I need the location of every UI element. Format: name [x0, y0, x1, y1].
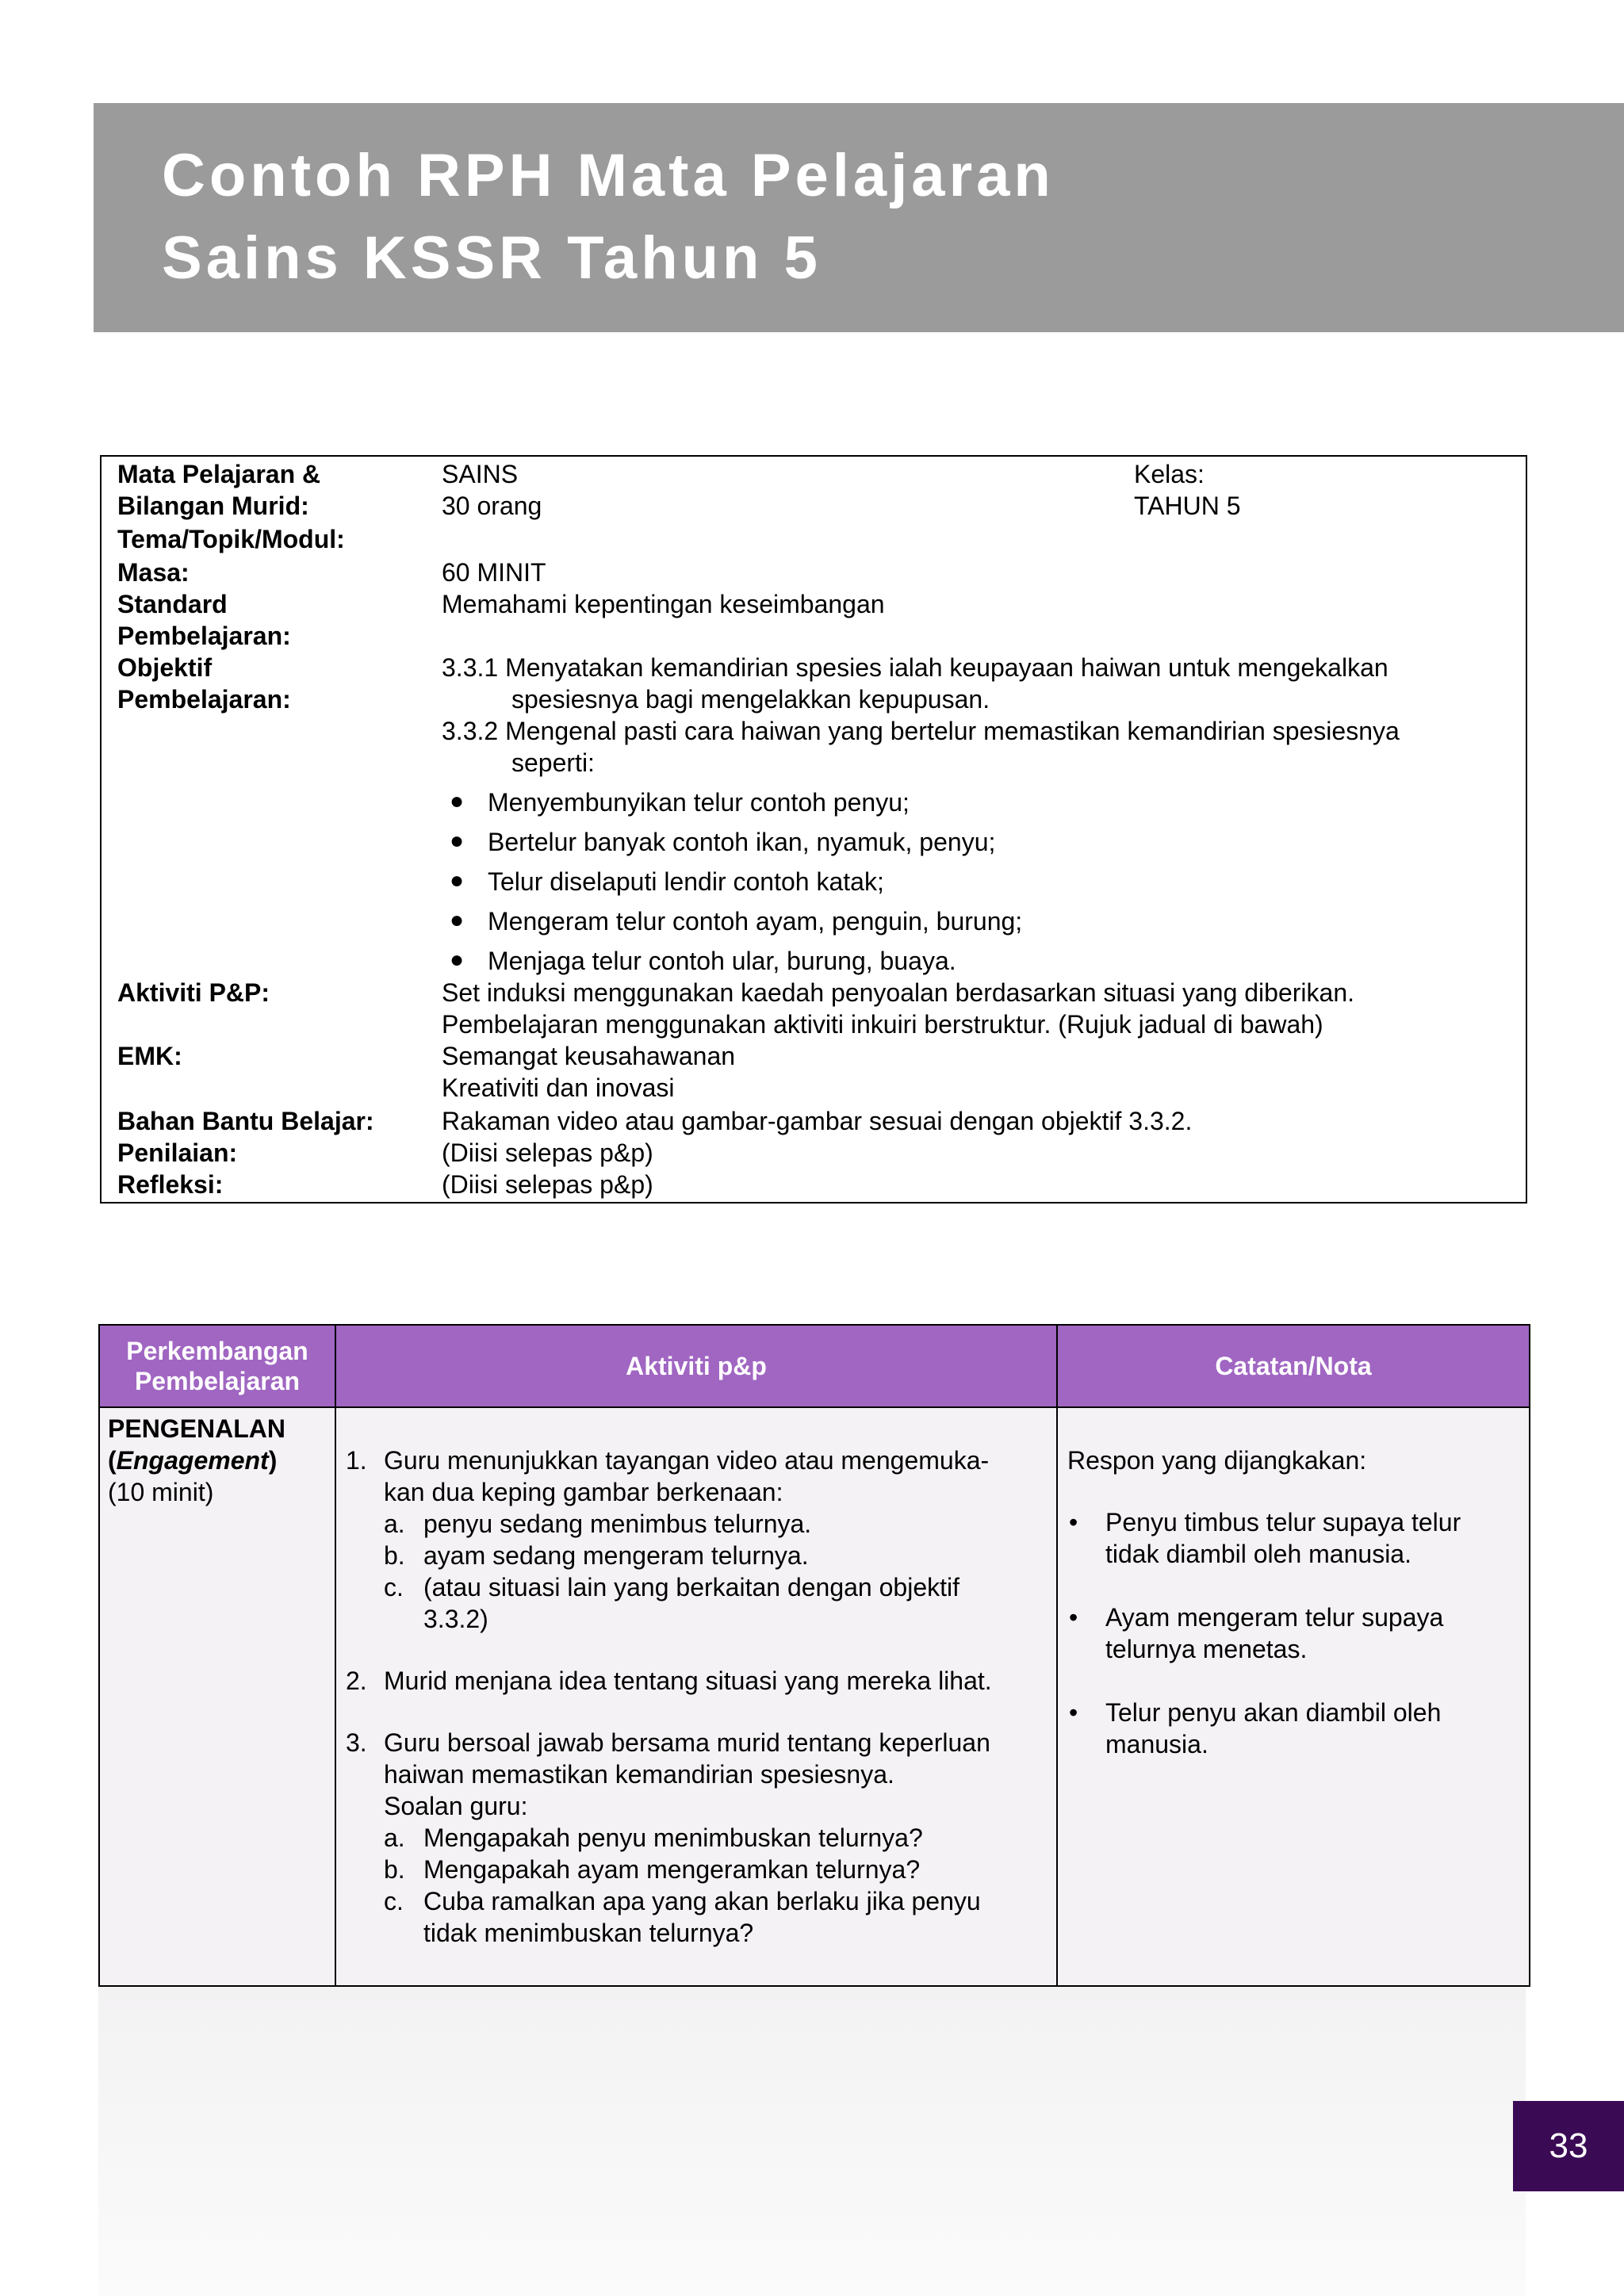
bullet-icon: ● — [450, 788, 465, 814]
list-item: 3. Guru bersoal jawab bersama murid tentang keperluan — [346, 1728, 990, 1757]
bullet-icon: • — [1069, 1698, 1078, 1727]
stage-subtitle: (Engagement) — [108, 1446, 278, 1475]
stage-cell — [100, 1406, 335, 1985]
objective-label-2: Pembelajaran: — [117, 685, 291, 714]
standard-label-2: Pembelajaran: — [117, 622, 291, 650]
reflection-label: Refleksi: — [117, 1170, 224, 1199]
objective-332-line-2: seperti: — [511, 748, 595, 777]
standard-value: Memahami kepentingan keseimbangan — [442, 590, 885, 618]
list-item: 2. Murid menjana idea tentang situasi yang mereka lihat. — [346, 1667, 992, 1695]
class-value: TAHUN 5 — [1134, 492, 1241, 520]
header-activities: Aktiviti p&p — [336, 1326, 1056, 1406]
activity-table — [98, 1324, 1530, 1987]
list-item: • Penyu timbus telur supaya telur — [1069, 1508, 1461, 1536]
time-value: 60 MINIT — [442, 558, 546, 587]
lesson-info-table: Mata Pelajaran & SAINS Kelas: Bilangan Murid: 30 orang TAHUN 5 Tema/Topik/Modul: Masa: 60 MINIT Standard Memahami kepentingan keseimbangan Pembelajaran: Objektif Pembelajaran: 3.3.1 Menyatakan kemandirian spesies ialah keupayaan haiwan untuk mengekalkan spesiesnya bagi mengelakkan kepupusan. 3.3.2 Mengenal pasti cara haiwan yang bertelur memastikan kemandirian spesiesnya seperti: ● Menyembunyikan telur contoh penyu; ● Bertelur banyak contoh ikan, nyamuk, penyu; ● Telur diselaputi lendir contoh katak; ● Mengeram telur contoh ayam, penguin, burung; ● Menjaga telur contoh ular, burung, buaya. Aktiviti P&P: Set induksi menggunakan kaedah penyoalan berdasarkan situasi yang diberikan. Pembelajaran menggunakan aktiviti inkuiri berstruktur. (Rujuk jadual di bawah) EMK: Semangat keusahawanan Kreativiti dan inovasi Bahan Bantu Belajar: Rakaman video atau gambar-gambar sesuai dengan objektif 3.3.2. Penilaian: (Diisi selepas p&p) Refleksi: (Diisi selepas p&p) — [100, 455, 1527, 1203]
title-banner — [94, 103, 1624, 332]
activity-steps: 1. Guru menunjukkan tayangan video atau mengemuka- kan dua keping gambar berkenaan: a. penyu sedang menimbus telurnya. b. ayam sedang mengeram telurnya. c. (atau situasi lain yang berkaitan dengan objektif 3.3.2) 2. Murid menjana idea tentang situasi yang mereka lihat. 3. Guru bersoal jawab bersama murid tentang keperluan haiwan memastikan kemandirian spesiesnya. Soalan guru: a. Mengapakah penyu menimbuskan telurnya? b. Mengapakah ayam mengeramkan telurnya? c. Cuba ramalkan apa yang akan berlaku jika penyu tidak menimbuskan telurnya? — [346, 1446, 992, 1947]
pupils-value: 30 orang — [442, 492, 542, 520]
reflection-value: (Diisi selepas p&p) — [442, 1170, 653, 1199]
list-item: c. Cuba ramalkan apa yang akan berlaku jika penyu — [384, 1887, 981, 1915]
notes-intro: Respon yang dijangkakan: — [1067, 1446, 1367, 1475]
materials-label: Bahan Bantu Belajar: — [117, 1107, 374, 1135]
header-learning-development: Perkembangan Pembelajaran — [100, 1326, 335, 1406]
title-line-1: Contoh RPH Mata Pelajaran — [162, 142, 1055, 209]
list-item: b. Mengapakah ayam mengeramkan telurnya? — [384, 1855, 921, 1884]
time-label: Masa: — [117, 558, 190, 587]
bullet-icon: ● — [450, 828, 465, 854]
header-divider — [100, 1406, 1529, 1408]
bullet-icon: ● — [450, 907, 465, 933]
subject-value: SAINS — [442, 460, 519, 488]
objective-label: Objektif — [117, 653, 213, 682]
assessment-value: (Diisi selepas p&p) — [442, 1138, 653, 1167]
stage-duration: (10 minit) — [108, 1478, 214, 1506]
notes-cell — [1058, 1406, 1529, 1985]
assessment-label: Penilaian: — [117, 1138, 238, 1167]
expected-responses: Respon yang dijangkakan: • Penyu timbus telur supaya telur tidak diambil oleh manusia. • Ayam mengeram telur supaya telurnya menetas. • Telur penyu akan diambil oleh manusia. — [1067, 1446, 1461, 1758]
bullet-icon: • — [1069, 1508, 1078, 1536]
materials-value: Rakaman video atau gambar-gambar sesuai dengan objektif 3.3.2. — [442, 1107, 1193, 1135]
theme-label: Tema/Topik/Modul: — [117, 525, 345, 553]
class-label: Kelas: — [1134, 460, 1205, 488]
list-item: b. ayam sedang mengeram telurnya. — [384, 1541, 809, 1570]
emk-label: EMK: — [117, 1042, 182, 1070]
standard-label: Standard — [117, 590, 228, 618]
bullet-icon: • — [1069, 1603, 1078, 1632]
subject-label: Mata Pelajaran & — [117, 460, 321, 488]
list-item: 1. Guru menunjukkan tayangan video atau mengemuka- — [346, 1446, 990, 1475]
objective-331 — [442, 652, 1400, 779]
objective-332-line-1: 3.3.2 Mengenal pasti cara haiwan yang bertelur memastikan kemandirian spesiesnya — [442, 717, 1400, 745]
bullet-icon: ● — [450, 947, 465, 973]
title-line-2: Sains KSSR Tahun 5 — [162, 224, 822, 292]
list-item: c. (atau situasi lain yang berkaitan dengan objektif — [384, 1573, 959, 1601]
pupils-label: Bilangan Murid: — [117, 492, 309, 520]
activity-label: Aktiviti P&P: — [117, 978, 270, 1007]
list-item: • Telur penyu akan diambil oleh — [1069, 1698, 1442, 1727]
column-divider — [335, 1326, 336, 1985]
objective-331-line-1: 3.3.1 Menyatakan kemandirian spesies ialah keupayaan haiwan untuk mengekalkan — [442, 653, 1388, 682]
emk-value: Semangat keusahawanan Kreativiti dan inovasi — [442, 1042, 736, 1102]
activities-cell — [336, 1406, 1056, 1985]
page-background-shade — [98, 1987, 1526, 2296]
activity-value: Set induksi menggunakan kaedah penyoalan berdasarkan situasi yang diberikan. Pembelajaran menggunakan aktiviti inkuiri berstruktur. (Rujuk jadual di bawah) — [442, 978, 1354, 1039]
objective-331-line-2: spesiesnya bagi mengelakkan kepupusan. — [511, 685, 990, 714]
list-item: a. penyu sedang menimbus telurnya. — [384, 1510, 812, 1538]
bullet-icon: ● — [450, 867, 465, 894]
stage-title: PENGENALAN — [108, 1414, 286, 1443]
page-title — [162, 135, 1055, 300]
list-item: • Ayam mengeram telur supaya — [1069, 1603, 1444, 1632]
list-item: a. Mengapakah penyu menimbuskan telurnya? — [384, 1823, 923, 1852]
column-divider — [1056, 1326, 1058, 1985]
header-notes: Catatan/Nota — [1058, 1326, 1529, 1406]
page-number: 33 — [1513, 2101, 1624, 2191]
